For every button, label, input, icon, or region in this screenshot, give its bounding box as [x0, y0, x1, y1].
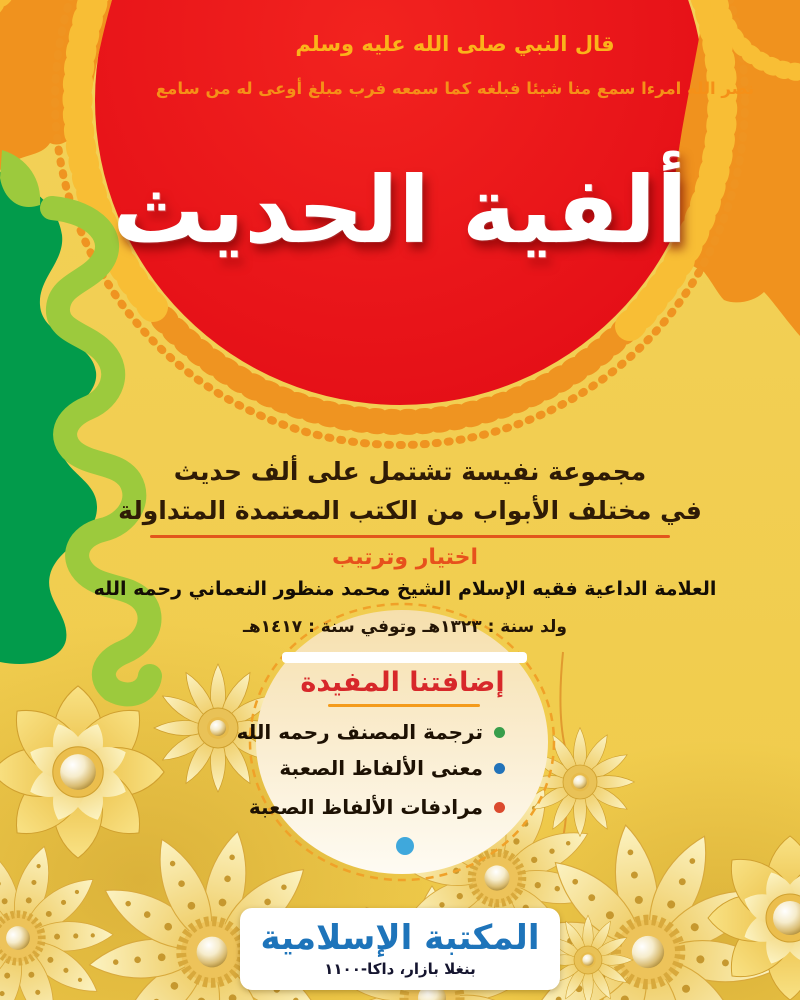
bullet-dot-red	[494, 802, 505, 813]
publisher-address: بنغلا بازار، داكا-١١٠٠	[324, 959, 476, 978]
additions-underline	[328, 704, 480, 707]
publisher-name: المكتبة الإسلامية	[260, 918, 540, 959]
additions-heading: إضافتنا المفيدة	[300, 667, 505, 698]
bullet-dot-blue	[494, 763, 505, 774]
addition-label: مرادفات الألفاظ الصعبة	[248, 795, 483, 819]
book-title: ألفية الحديث	[112, 157, 688, 264]
end-dot	[396, 837, 414, 855]
compiler-dates: ولد سنة : ١٣٢٣هـ وتوفي سنة : ١٤١٧هـ	[243, 617, 567, 637]
description-line-2: في مختلف الأبواب من الكتب المعتمدة المتداولة	[118, 496, 702, 525]
addition-item	[205, 751, 505, 785]
book-description	[110, 452, 710, 530]
description-line-1: مجموعة نفيسة تشتمل على ألف حديث	[173, 457, 647, 486]
publisher-banner	[240, 908, 560, 990]
bullet-dot-green	[494, 727, 505, 738]
addition-label: معنى الألفاظ الصعبة	[279, 756, 483, 780]
addition-item	[205, 790, 505, 824]
separator-line	[150, 535, 670, 538]
compiler-heading: اختيار وترتيب	[331, 545, 479, 570]
hadith-text: نضر الله امرءا سمع منا شيئا فبلغه كما سمعه فرب مبلغ أوعى له من سامع	[155, 79, 755, 98]
addition-label: ترجمة المصنف رحمه الله	[236, 720, 483, 744]
compiler-name: العلامة الداعية فقيه الإسلام الشيخ محمد منظور النعماني رحمه الله	[93, 578, 717, 600]
hadith-intro: قال النبي صلى الله عليه وسلم	[295, 32, 615, 56]
addition-item	[205, 715, 505, 749]
divider-bar	[282, 652, 527, 663]
